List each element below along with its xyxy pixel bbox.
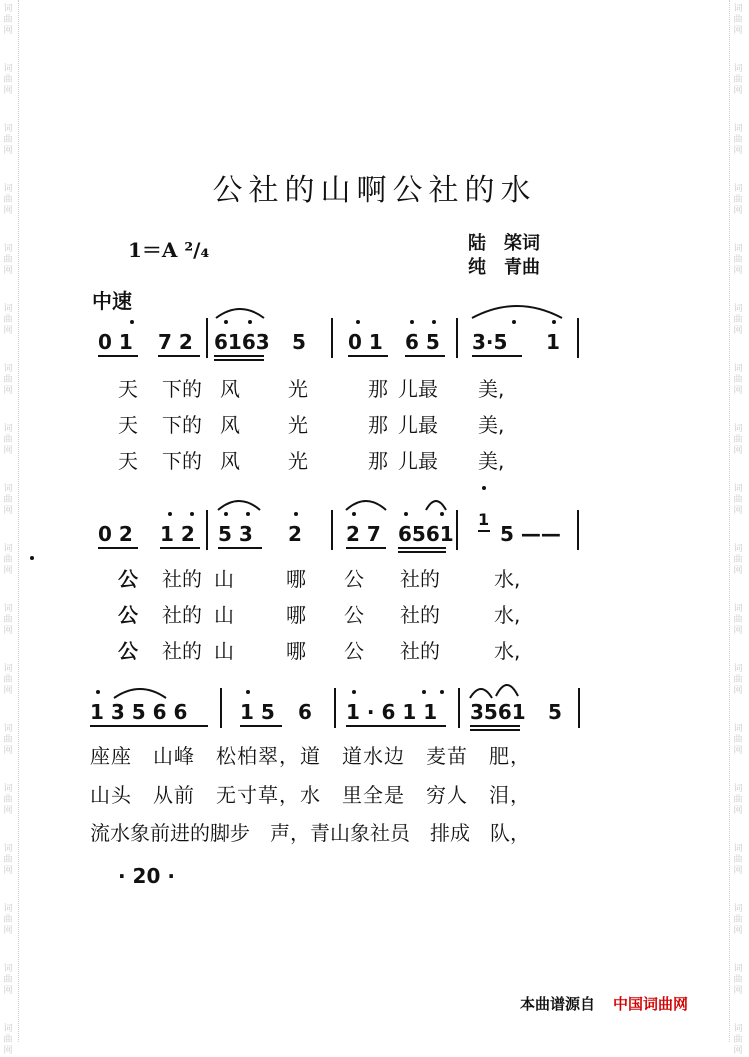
lyric-syllable: 社的 — [400, 639, 440, 663]
lyric-syllable: 公 — [344, 639, 364, 663]
watermark-column-right — [729, 0, 748, 1056]
watermark-text: 词曲网 — [733, 244, 743, 276]
slur-arc — [470, 300, 564, 320]
note-group: 5 — [548, 700, 562, 724]
lyric-syllable: 公 — [344, 567, 364, 591]
lyricist-credit: 陆 棨词 — [468, 233, 540, 254]
note-group: 0 2 — [98, 522, 133, 546]
barline — [334, 688, 336, 728]
octave-dot — [422, 690, 426, 694]
watermark-text: 词曲网 — [733, 724, 743, 756]
watermark-column-left — [0, 0, 19, 1056]
lyric-syllable: 社的 — [400, 603, 440, 627]
lyric-syllable: 山 — [214, 567, 234, 591]
slur-arc — [112, 684, 168, 700]
watermark-text: 词曲网 — [733, 184, 743, 216]
beam-underline — [405, 355, 445, 357]
source-label: 本曲谱源自 — [520, 995, 596, 1013]
lyric-line: 座座 山峰 松柏翠，道 道水边 麦苗 肥， — [90, 744, 531, 768]
octave-dot — [410, 320, 414, 324]
beam-underline — [398, 551, 446, 553]
note-group: 0 1 — [98, 330, 133, 354]
beam-underline — [158, 355, 200, 357]
lyric-syllable: 社的 — [162, 567, 202, 591]
octave-dot — [248, 320, 252, 324]
octave-dot — [246, 512, 250, 516]
octave-dot — [294, 512, 298, 516]
watermark-text: 词曲网 — [733, 784, 743, 816]
watermark-text: 词曲网 — [3, 424, 13, 456]
lyric-syllable: 社的 — [400, 567, 440, 591]
octave-dot — [356, 320, 360, 324]
note-group: 1 · 6 1 1 — [346, 700, 438, 724]
lyric-syllable: 美, — [478, 413, 505, 437]
lyric-syllable: 山 — [214, 639, 234, 663]
beam-underline — [470, 725, 520, 727]
octave-dot — [190, 512, 194, 516]
lyric-syllable: 天 — [118, 449, 138, 473]
watermark-text: 词曲网 — [3, 364, 13, 396]
lyric-syllable: 水, — [494, 639, 521, 663]
watermark-text: 词曲网 — [733, 364, 743, 396]
octave-dot — [352, 512, 356, 516]
beam-underline — [472, 355, 522, 357]
barline — [456, 318, 458, 358]
lyric-syllable: 儿最 — [398, 413, 438, 437]
watermark-text: 词曲网 — [3, 664, 13, 696]
watermark-text: 词曲网 — [733, 424, 743, 456]
watermark-text: 词曲网 — [733, 964, 743, 996]
barline — [206, 510, 208, 550]
watermark-text: 词曲网 — [733, 604, 743, 636]
lyric-syllable: 哪 — [286, 639, 306, 663]
note-group: 6 — [298, 700, 312, 724]
lyric-syllable: 社的 — [162, 603, 202, 627]
watermark-text: 词曲网 — [733, 904, 743, 936]
octave-dot — [168, 512, 172, 516]
octave-dot — [552, 320, 556, 324]
credits — [468, 232, 540, 280]
watermark-text: 词曲网 — [3, 1024, 13, 1056]
octave-dot — [96, 690, 100, 694]
octave-dot — [130, 320, 134, 324]
beam-underline — [214, 355, 264, 357]
watermark-text: 词曲网 — [3, 544, 13, 576]
song-title: 公社的山啊公社的水 — [212, 173, 537, 208]
slur-arc — [214, 304, 266, 320]
slur-arc — [344, 496, 388, 512]
note-group: 6163 — [214, 330, 270, 354]
lyric-syllable: 水, — [494, 567, 521, 591]
lyric-line: 山头 从前 无寸草，水 里全是 穷人 泪， — [90, 783, 531, 807]
source-credit — [520, 993, 688, 1014]
watermark-text: 词曲网 — [733, 4, 743, 36]
lyric-syllable: 美, — [478, 377, 505, 401]
beam-underline — [470, 729, 520, 731]
note-group: 1 — [546, 330, 560, 354]
barline — [331, 510, 333, 550]
source-brand-link[interactable]: 中国词曲网 — [613, 995, 689, 1013]
lyric-syllable: 风 — [220, 449, 240, 473]
watermark-text: 词曲网 — [733, 664, 743, 696]
note-group: 1 3 5 6 6 — [90, 700, 188, 724]
beam-underline — [240, 725, 282, 727]
watermark-text: 词曲网 — [3, 484, 13, 516]
lyric-line: 流水象前进的脚步 声，青山象社员 排成 队， — [90, 821, 530, 845]
slur-arc — [424, 496, 448, 512]
lyric-syllable: 公 — [118, 639, 138, 663]
lyric-syllable: 风 — [220, 413, 240, 437]
note-group: 3·5 — [472, 330, 508, 354]
barline — [458, 688, 460, 728]
note-group: 1 2 — [160, 522, 195, 546]
octave-dot — [512, 320, 516, 324]
note-group: 5 —— — [500, 522, 561, 546]
barline — [577, 318, 579, 358]
beam-underline — [346, 547, 386, 549]
watermark-text: 词曲网 — [733, 64, 743, 96]
watermark-text: 词曲网 — [733, 304, 743, 336]
lyric-syllable: 水, — [494, 603, 521, 627]
beam-underline — [346, 725, 446, 727]
barline — [578, 688, 580, 728]
octave-dot — [440, 512, 444, 516]
lyric-syllable: 那 — [368, 377, 388, 401]
slur-arc — [468, 684, 494, 700]
barline — [331, 318, 333, 358]
watermark-text: 词曲网 — [3, 304, 13, 336]
watermark-text: 词曲网 — [733, 844, 743, 876]
watermark-text: 词曲网 — [3, 4, 13, 36]
lyric-syllable: 公 — [118, 567, 138, 591]
beam-underline — [214, 359, 264, 361]
watermark-text: 词曲网 — [3, 124, 13, 156]
octave-dot — [482, 486, 486, 490]
lyric-syllable: 那 — [368, 449, 388, 473]
lyric-syllable: 那 — [368, 413, 388, 437]
octave-dot — [440, 690, 444, 694]
watermark-text: 词曲网 — [3, 724, 13, 756]
lyric-syllable: 天 — [118, 413, 138, 437]
note-group: 3561 — [470, 700, 526, 724]
page-number: · 20 · — [118, 864, 175, 888]
composer-credit: 纯 青曲 — [468, 257, 540, 278]
note-group: 7 2 — [158, 330, 193, 354]
lyric-syllable: 光 — [288, 377, 308, 401]
beam-underline — [348, 355, 388, 357]
note-group: 2 7 — [346, 522, 381, 546]
watermark-text: 词曲网 — [733, 544, 743, 576]
watermark-text: 词曲网 — [3, 964, 13, 996]
note-group: 0 1 — [348, 330, 383, 354]
barline — [577, 510, 579, 550]
watermark-text: 词曲网 — [3, 184, 13, 216]
watermark-text: 词曲网 — [3, 784, 13, 816]
note-group: 5 — [292, 330, 306, 354]
barline — [206, 318, 208, 358]
beam-underline — [160, 547, 200, 549]
watermark-text: 词曲网 — [733, 1024, 743, 1056]
slur-arc — [216, 496, 262, 512]
watermark-text: 词曲网 — [733, 124, 743, 156]
barline — [456, 510, 458, 550]
beam-underline — [218, 547, 262, 549]
lyric-syllable: 风 — [220, 377, 240, 401]
watermark-text: 词曲网 — [3, 244, 13, 276]
lyric-syllable: 光 — [288, 413, 308, 437]
barline — [220, 688, 222, 728]
lyric-syllable: 下的 — [162, 449, 202, 473]
beam-underline — [98, 547, 138, 549]
tempo-marking: 中速 — [92, 289, 132, 313]
note-group: 2 — [288, 522, 302, 546]
lyric-syllable: 下的 — [162, 377, 202, 401]
lyric-syllable: 社的 — [162, 639, 202, 663]
note-group: 1 5 — [240, 700, 275, 724]
lyric-syllable: 公 — [118, 603, 138, 627]
lyric-syllable: 美, — [478, 449, 505, 473]
watermark-text: 词曲网 — [3, 844, 13, 876]
octave-dot — [352, 690, 356, 694]
note-group: 6561 — [398, 522, 454, 546]
lyric-syllable: 儿最 — [398, 449, 438, 473]
lyric-syllable: 光 — [288, 449, 308, 473]
lyric-syllable: 哪 — [286, 567, 306, 591]
watermark-text: 词曲网 — [3, 604, 13, 636]
octave-dot — [404, 512, 408, 516]
lyric-syllable: 哪 — [286, 603, 306, 627]
lyric-syllable: 山 — [214, 603, 234, 627]
grace-note: 1 — [478, 510, 490, 529]
lyric-syllable: 下的 — [162, 413, 202, 437]
lyric-syllable: 儿最 — [398, 377, 438, 401]
octave-dot — [224, 512, 228, 516]
beam-underline — [90, 725, 208, 727]
beam-underline — [398, 547, 446, 549]
octave-dot — [224, 320, 228, 324]
note-group: 5 3 — [218, 522, 253, 546]
octave-dot — [30, 556, 34, 560]
grace-beam — [478, 530, 490, 532]
watermark-text: 词曲网 — [3, 904, 13, 936]
lyric-syllable: 天 — [118, 377, 138, 401]
octave-dot — [432, 320, 436, 324]
watermark-text: 词曲网 — [3, 64, 13, 96]
slur-arc — [494, 678, 520, 698]
lyric-syllable: 公 — [344, 603, 364, 627]
key-signature: 1＝A ²/₄ — [128, 238, 210, 262]
note-group: 6 5 — [405, 330, 440, 354]
octave-dot — [246, 690, 250, 694]
beam-underline — [98, 355, 138, 357]
watermark-text: 词曲网 — [733, 484, 743, 516]
